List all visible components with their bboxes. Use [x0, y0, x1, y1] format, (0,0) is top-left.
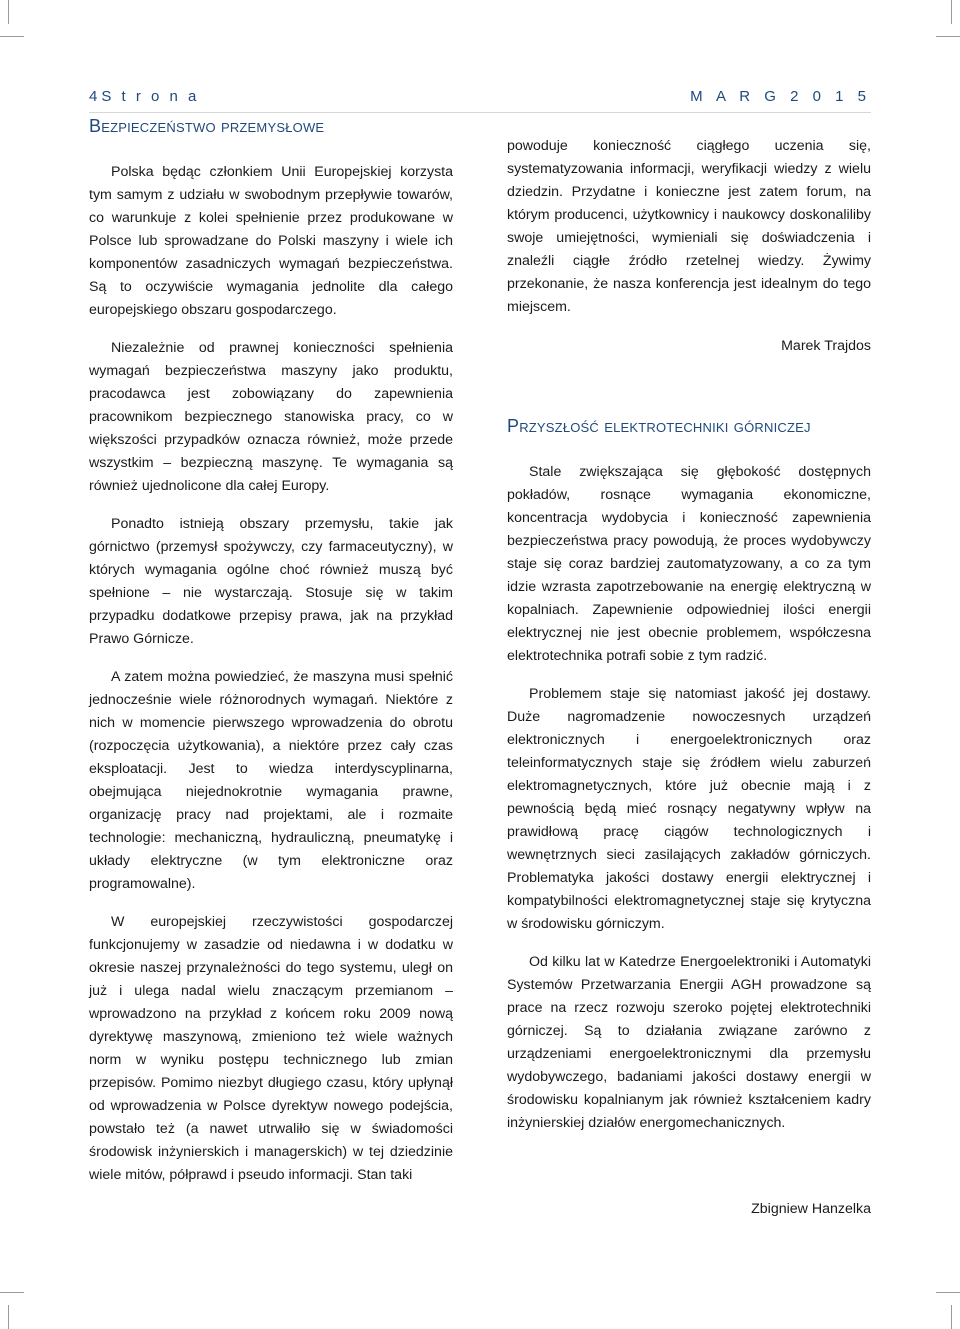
article1-paragraph-4: A zatem można powiedzieć, że maszyna musi spełnić jednocześnie wiele różnorodnych wymagań. Niektóre z nich w momencie pierwszego wprowadzenia do obrotu (rozpoczęcia użytkowania), a niektóre przez cały czas eksploatacji. Jest to wiedza interdyscyplinarna, obejmująca niejednokrotnie wymagania prawne, organizację pracy nad projektami, ale i rozmaite technologie: mechaniczną, hydrauliczną, pneumatykę i układy elektryczne (w tym elektroniczne oraz programowalne). — [89, 669, 453, 892]
article1-paragraph-2: Niezależnie od prawnej konieczności spełnienia wymagań bezpieczeństwa maszyny jako produktu, pracodawca jest zobowiązany do zapewnienia pracownikom bezpiecznego stanowiska pracy, co w większości przypadków oznacza również, może przede wszystkim – bezpieczną maszynę. Te wymagania są również ujednolicone dla całej Europy. — [89, 340, 453, 494]
crop-mark-top-right — [951, 0, 952, 24]
article1-continuation — [507, 135, 871, 334]
page-header — [89, 86, 871, 113]
article1-author: Marek Trajdos — [781, 338, 871, 354]
article2-paragraph-2: Problemem staje się natomiast jakość jej dostawy. Duże nagromadzenie nowoczesnych urządzeń elektronicznych i energoelektronicznych oraz teleinformatycznych staje się źródłem wielu zaburzeń elektromagnetycznych, które już obecnie mają i z pewnością będą mieć rosnący negatywny wpływ na prawidłową pracę ciągów technologicznych i wewnętrznych sieci zasilających zakładów górniczych. Problematyka jakości dostawy energii elektrycznej i kompatybilności elektromagnetycznej staje się krytyczna w środowisku górniczym. — [507, 686, 871, 932]
article2-paragraph-1: Stale zwiększająca się głębokość dostępnych pokładów, rosnące wymagania ekonomiczne, koncentracja wydobycia i konieczność zapewnienia bezpieczeństwa pracy powodują, że proces wydobywczy staje się coraz bardziej zautomatyzowany, a co za tym idzie wzrasta zapotrzebowanie na energię elektryczną w kopalniach. Zapewnienie odpowiedniej ilości energii elektrycznej nie jest obecnie problemem, współczesna elektrotechnika potrafi sobie z tym radzić. — [507, 464, 871, 664]
crop-mark-top-left — [8, 0, 9, 24]
article2-author: Zbigniew Hanzelka — [751, 1201, 871, 1217]
crop-mark-bottom-right — [951, 1305, 952, 1329]
crop-mark-top-left-h — [0, 36, 24, 37]
issue-label: M A R G 2 0 1 5 — [690, 88, 871, 105]
article-title-przyszlosc: Przyszłość elektrotechniki górniczej — [507, 416, 811, 436]
article2-paragraph-3: Od kilku lat w Katedrze Energoelektroniki i Automatyki Systemów Przetwarzania Energii AGH prowadzone są prace na rzecz rozwoju szeroko pojętej elektrotechniki górniczej. Są to działania związane zarówno z urządzeniami energoelektronicznymi dla przemysłu wydobywczego, badaniami jakości dostawy energii w środowisku kopalnianym jak również kształceniem kadry inżynierskiej działów energomechanicznych. — [507, 954, 871, 1131]
article2-body — [507, 461, 871, 1150]
page-number: 4 — [89, 88, 98, 105]
article1-continuation-text: powoduje konieczność ciągłego uczenia się, systematyzowania informacji, weryfikacji wiedzy z wielu dziedzin. Przydatne i konieczne jest zatem forum, na którym producenci, użytkownicy i naukowcy doskonaliliby swoje umiejętności, wymieniali się doświadczenia i znaleźli ciągłe źródło rzetelnej wiedzy. Żywimy przekonanie, że nasza konferencja jest idealnym do tego miejscem. — [507, 138, 871, 315]
crop-mark-bottom-right-h — [936, 1292, 960, 1293]
article1-paragraph-5: W europejskiej rzeczywistości gospodarczej funkcjonujemy w zasadzie od niedawna i w dodatku w okresie naszej przynależności do tego systemu, uległ on już i ulega nadal wielu znaczącym przemianom – wprowadzono na przykład z końcem roku 2009 nową dyrektywę maszynową, zmieniono też wiele ważnych norm w wyniku postępu technicznego lub zmian przepisów. Pomimo niezbyt długiego czasu, który upłynął od wprowadzenia w Polsce dyrektyw nowego podejścia, powstało też (a nawet utrwaliło się w świadomości środowisk inżynierskich i managerskich) w tej dziedzinie wiele mitów, półprawd i pseudo informacji. Stan taki — [89, 914, 453, 1183]
crop-mark-bottom-left — [8, 1305, 9, 1329]
crop-mark-bottom-left-h — [0, 1292, 24, 1293]
article-title-bezpieczenstwo: Bezpieczeństwo przemysłowe — [89, 116, 325, 136]
crop-mark-top-right-h — [936, 36, 960, 37]
article1-paragraph-1: Polska będąc członkiem Unii Europejskiej korzysta tym samym z udziału w swobodnym przepływie towarów, co warunkuje z kolei spełnienie przez produkowane w Polsce lub sprowadzane do Polski maszyny i wiele ich komponentów zasadniczych wymagań bezpieczeństwa. Są to oczywiście wymagania jednolite dla całego europejskiego obszaru gospodarczego. — [89, 164, 453, 318]
article1-author-block — [507, 335, 871, 358]
article2-author-block — [507, 1198, 871, 1221]
article1-paragraph-3: Ponadto istnieją obszary przemysłu, takie jak górnictwo (przemysł spożywczy, czy farmaceutyczny), w których wymagania ogólne choć również muszą być spełnione – nie wystarczają. Stosuje się w takim przypadku dodatkowe przepisy prawa, jak na przykład Prawo Górnicze. — [89, 516, 453, 647]
article1-body — [89, 161, 453, 1202]
page-label: S t r o n a — [101, 88, 200, 105]
page-indicator — [89, 88, 199, 105]
